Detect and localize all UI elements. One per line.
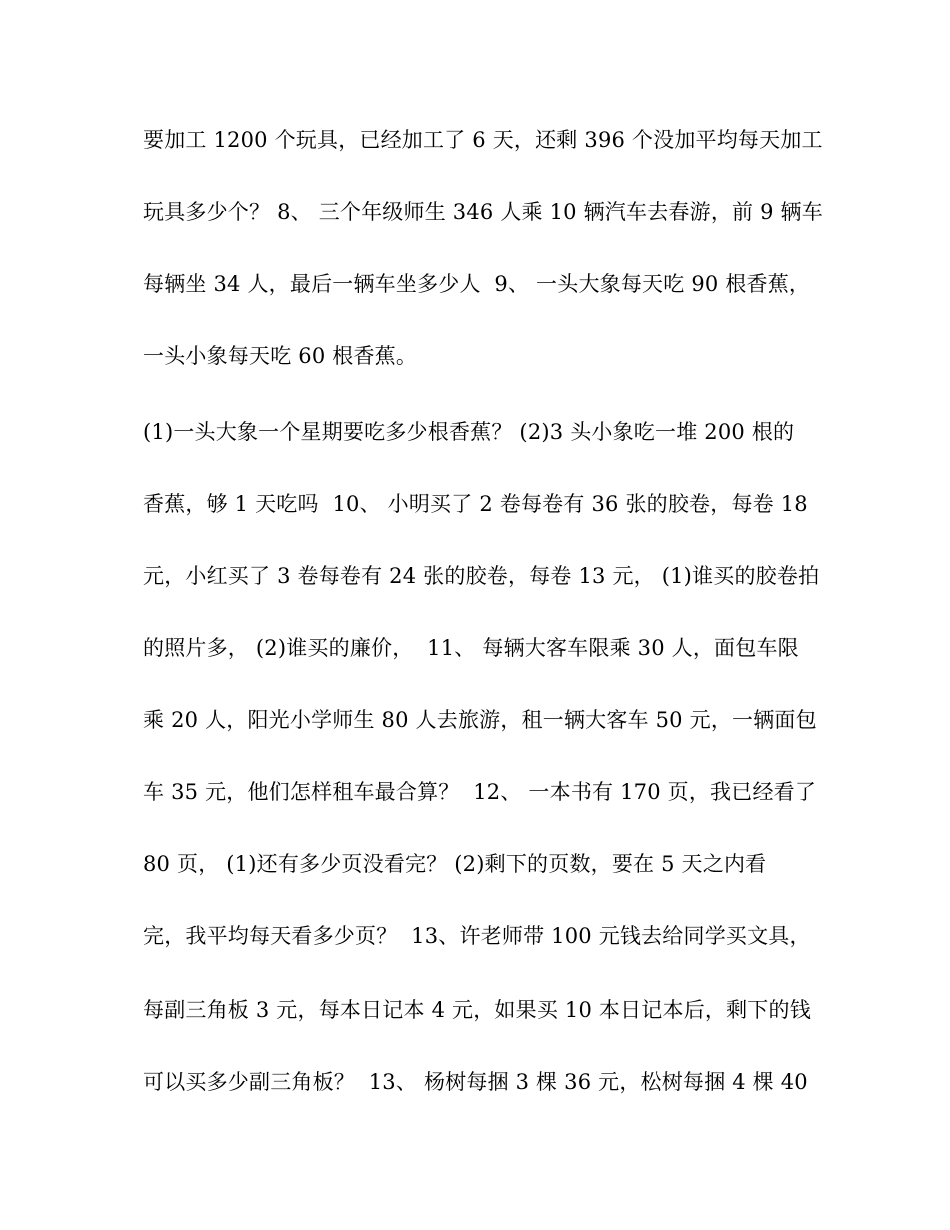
text-line: 80 页， (1)还有多少页没看完？ (2)剩下的页数，要在 5 天之内看 [143,852,767,876]
text-line: 香蕉，够 1 天吃吗 10、 小明买了 2 卷每卷有 36 张的胶卷，每卷 18 [143,492,808,516]
text-line: 完，我平均每天看多少页？ 13、许老师带 100 元钱去给同学买文具， [143,924,811,948]
text-line: 可以买多少副三角板？ 13、 杨树每捆 3 棵 36 元，松树每捆 4 棵 40 [143,1070,808,1094]
text-line: 乘 20 人，阳光小学师生 80 人去旅游，租一辆大客车 50 元，一辆面包 [143,708,817,732]
text-line: 每辆坐 34 人，最后一辆车坐多少人 9、 一头大象每天吃 90 根香蕉， [143,272,811,296]
text-line: 要加工 1200 个玩具，已经加工了 6 天，还剩 396 个没加平均每天加工 [143,128,823,152]
text-line: 元，小红买了 3 卷每卷有 24 张的胶卷，每卷 13 元， (1)谁买的胶卷拍 [143,564,820,588]
text-line: 的照片多， (2)谁买的廉价， 11、 每辆大客车限乘 30 人，面包车限 [143,636,799,660]
text-line: 玩具多少个？ 8、 三个年级师生 346 人乘 10 辆汽车去春游，前 9 辆车 [143,200,823,224]
text-line: 一头小象每天吃 60 根香蕉。 [143,344,418,368]
text-line: 每副三角板 3 元，每本日记本 4 元，如果买 10 本日记本后，剩下的钱 [143,998,811,1022]
text-line: 车 35 元，他们怎样租车最合算？ 12、 一本书有 170 页，我已经看了 [143,780,817,804]
text-line: (1)一头大象一个星期要吃多少根香蕉？ (2)3 头小象吃一堆 200 根的 [143,420,795,444]
